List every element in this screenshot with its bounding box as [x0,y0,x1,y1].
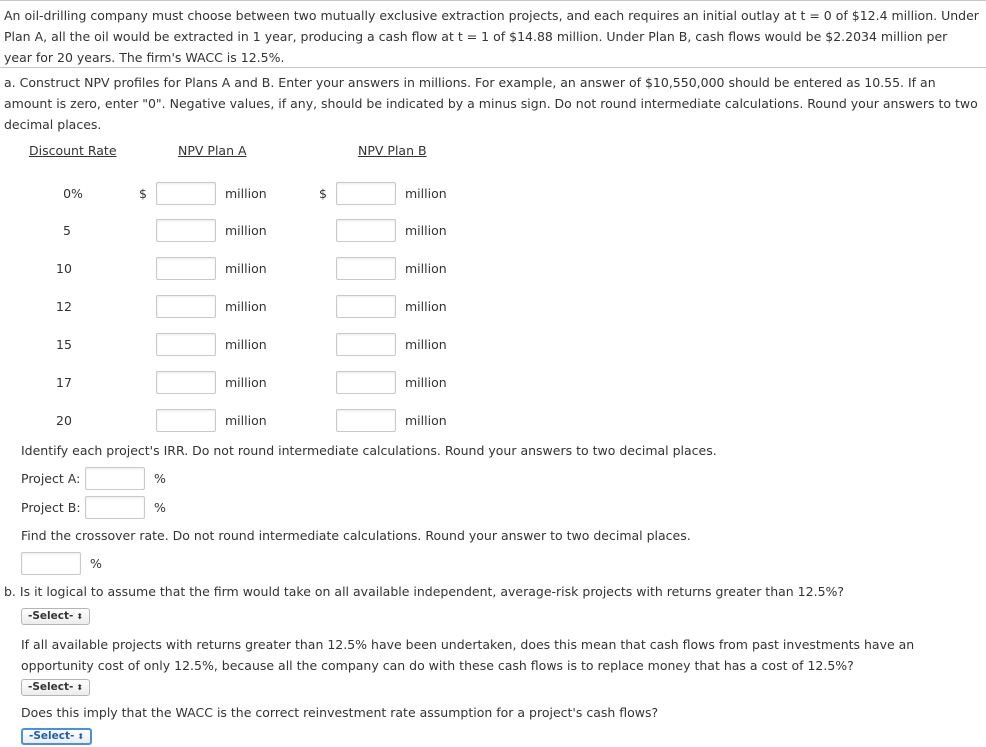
rate-label: 0% [63,186,83,201]
question-2-text: If all available projects with returns greater than 12.5% have been undertaken, does this mean that cash flows from past investments have an opportunity cost of only 12.5%, because all the company can do with these cash flows is to replace money that has a cost of 12.5%? [21,637,915,673]
npv-a-input-5[interactable] [156,371,216,394]
header-npv-plan-a: NPV Plan A [178,143,247,158]
crossover-rate-input[interactable] [21,552,81,575]
rate-label: 17 [56,375,72,390]
million-unit: million [225,413,267,428]
npv-b-input-6[interactable] [336,409,396,432]
part-b-label: b. [4,584,16,599]
rate-label: 12 [56,299,72,314]
npv-b-input-3[interactable] [336,295,396,318]
million-unit: million [405,337,447,352]
question-3-text: Does this imply that the WACC is the correct reinvestment rate assumption for a project's cash flows? [21,705,659,720]
select-arrow-icon: ⬍ [76,612,84,621]
npv-b-input-5[interactable] [336,371,396,394]
npv-a-input-4[interactable] [156,333,216,356]
select-arrow-icon: ⬍ [76,683,84,692]
dollar-sign-plan-b: $ [319,186,327,201]
header-discount-rate: Discount Rate [29,143,117,158]
npv-a-input-6[interactable] [156,409,216,432]
npv-b-input-2[interactable] [336,257,396,280]
project-b-label: Project B: [21,500,81,515]
npv-a-input-0[interactable] [156,182,216,205]
part-b-question-1 [4,584,844,599]
million-unit: million [225,299,267,314]
irr-instructions: Identify each project's IRR. Do not round intermediate calculations. Round your answers to two decimal places. [21,443,717,458]
part-a-instructions [4,72,979,135]
npv-a-input-1[interactable] [156,219,216,242]
million-unit: million [225,223,267,238]
irr-project-a-input[interactable] [85,467,145,490]
select-arrow-icon: ⬍ [77,732,85,741]
million-unit: million [405,223,447,238]
million-unit: million [405,413,447,428]
npv-b-input-0[interactable] [336,182,396,205]
irr-project-b-input[interactable] [85,496,145,519]
select-label: -Select- [28,681,74,693]
percent-sign: % [154,500,166,515]
million-unit: million [405,261,447,276]
million-unit: million [225,337,267,352]
million-unit: million [405,186,447,201]
rate-label: 20 [56,413,72,428]
question-2-select[interactable] [21,679,90,696]
rate-label: 15 [56,337,72,352]
million-unit: million [225,375,267,390]
npv-a-input-2[interactable] [156,257,216,280]
million-unit: million [225,261,267,276]
part-a-text: Construct NPV profiles for Plans A and B. Enter your answers in millions. For example, an answer of $10,550,000 should be entered as 10.55. If an amount is zero, enter "0". Negative values, if any, should be indicated by a minus sign. Do not round intermediate calculations. Round your answers to two decimal places. [4,75,978,132]
percent-sign: % [90,556,102,571]
percent-sign: % [154,471,166,486]
question-1-text: Is it logical to assume that the firm would take on all available independent, average-risk projects with returns greater than 12.5%? [19,584,845,599]
npv-b-input-4[interactable] [336,333,396,356]
million-unit: million [405,375,447,390]
header-npv-plan-b: NPV Plan B [358,143,427,158]
million-unit: million [225,186,267,201]
question-1-select[interactable] [21,608,90,625]
question-3-select[interactable] [21,728,92,745]
rate-label: 5 [63,223,71,238]
top-divider [0,0,986,1]
crossover-instructions: Find the crossover rate. Do not round intermediate calculations. Round your answer to two decimal places. [21,528,691,543]
project-a-label: Project A: [21,471,81,486]
select-label: -Select- [28,610,74,622]
dollar-sign-plan-a: $ [139,186,147,201]
problem-intro: An oil-drilling company must choose between two mutually exclusive extraction projects, and each requires an initial outlay at t = 0 of $12.4 million. Under Plan A, all the oil would be extracted in 1 year, producing a cash flow at t = 1 of $14.88 million. Under Plan B, cash flows would be $2.2034 million per year for 20 years. The firm's WACC is 12.5%. [4,8,979,65]
part-a-label: a. [4,75,16,90]
npv-a-input-3[interactable] [156,295,216,318]
million-unit: million [405,299,447,314]
section-divider [0,67,986,68]
select-label: -Select- [29,730,75,742]
npv-b-input-1[interactable] [336,219,396,242]
rate-label: 10 [56,261,72,276]
